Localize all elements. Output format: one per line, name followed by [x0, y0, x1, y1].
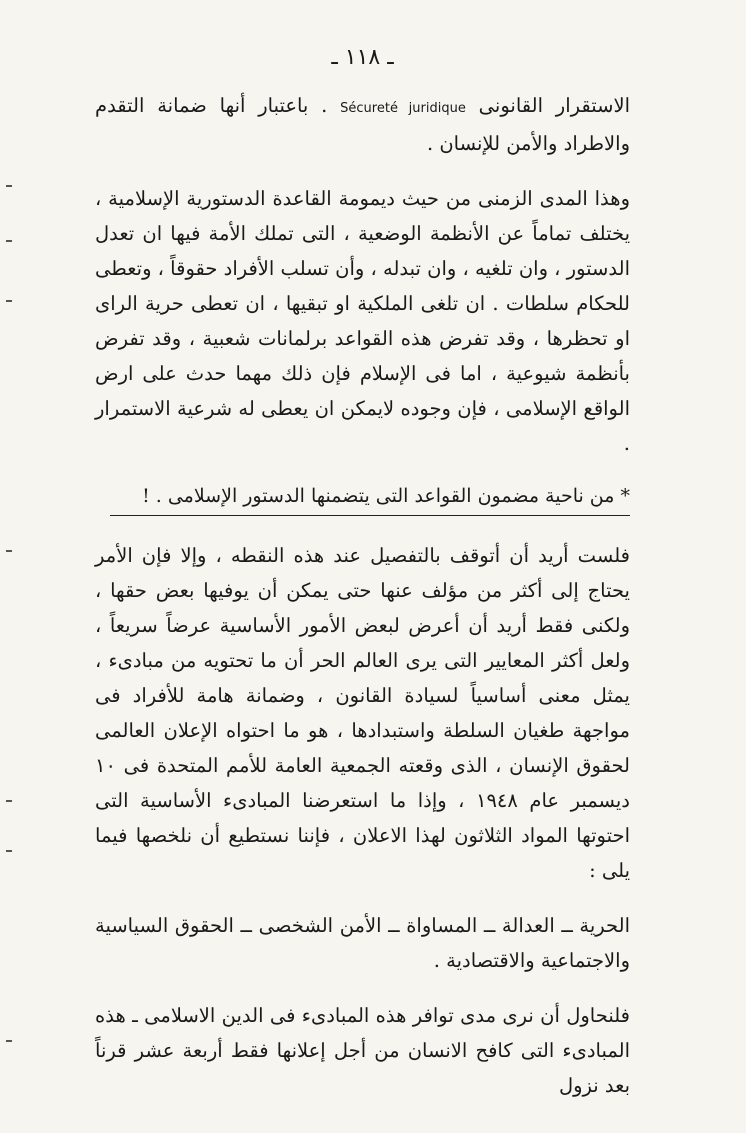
document-page — [95, 45, 630, 1123]
section-heading: * من ناحية مضمون القواعد التى يتضمنها الدستور الإسلامى . ! — [110, 481, 630, 516]
paragraph-5: فلنحاول أن نرى مدى توافر هذه المبادىء فى الدين الاسلامى ـ هذه المبادىء التى كافح الانسان من أجل إعلانها فقط أربعة عشر قرناً بعد نزول — [95, 1004, 630, 1097]
margin-mark — [6, 1040, 12, 1042]
paragraph-1-start: الاستقرار القانونى — [478, 94, 631, 117]
margin-mark — [6, 850, 12, 852]
margin-mark — [6, 300, 12, 302]
paragraph-4: الحرية ــ العدالة ــ المساواة ــ الأمن الشخصى ــ الحقوق السياسية والاجتماعية والاقتصادية . — [95, 914, 630, 972]
paragraph-1-end: . باعتبار أنها ضمانة التقدم والاطراد والأمن للإنسان . — [95, 94, 630, 155]
paragraph-2: وهذا المدى الزمنى من حيث ديمومة القاعدة الدستورية الإسلامية ، يختلف تماماً عن الأنظمة الوضعية ، التى تملك الأمة فيها ان تعدل الدستور ، وان تلغيه ، وان تبدله ، وأن تسلب الأفراد حقوقاً ، وتعطى للحكام سلطات . ان تلغى الملكية او تبقيها ، ان تعطى حرية الراى او تحظرها ، وقد تفرض هذه القواعد برلمانات شعبية ، وقد تفرض بأنظمة شيوعية ، اما فى الإسلام فإن ذلك مهما حدث على ارض الواقع الإسلامى ، فإن وجوده لايمكن ان يعطى له شرعية الاستمرار . — [94, 187, 630, 455]
section-heading-wrap — [95, 481, 630, 516]
paragraph-3: فلست أريد أن أتوقف بالتفصيل عند هذه النقطه ، وإلا فإن الأمر يحتاج إلى أكثر من مؤلف عنها حتى يمكن أن يوفيها بعض حقها ، ولكنى فقط أريد أن أعرض لبعض الأمور الأساسية عرضاً سريعاً ، ولعل أكثر المعايير التى يرى العالم الحر أن ما تحتويه من مبادىء ، يمثل معنى أساسياً لسيادة القانون ، وضمانة هامة للأفراد فى مواجهة طغيان السلطة واستبدادها ، هو ما احتواه الإعلان العالمى لحقوق الإنسان ، الذى وقعته الجمعية العامة للأمم المتحدة فى ١٠ ديسمبر عام ١٩٤٨ ، وإذا ما استعرضنا المبادىء الأساسية التى احتوتها المواد الثلاثون لهذا الاعلان ، فإننا نستطيع أن نلخصها فيما يلى : — [95, 544, 630, 882]
page-number: ـ ١١٨ ـ — [331, 45, 394, 70]
latin-term: Sécureté juridique — [340, 101, 466, 116]
margin-mark — [6, 240, 12, 242]
paragraph-1 — [95, 88, 630, 161]
margin-mark — [6, 550, 12, 552]
margin-mark — [6, 185, 12, 187]
margin-mark — [6, 800, 12, 802]
